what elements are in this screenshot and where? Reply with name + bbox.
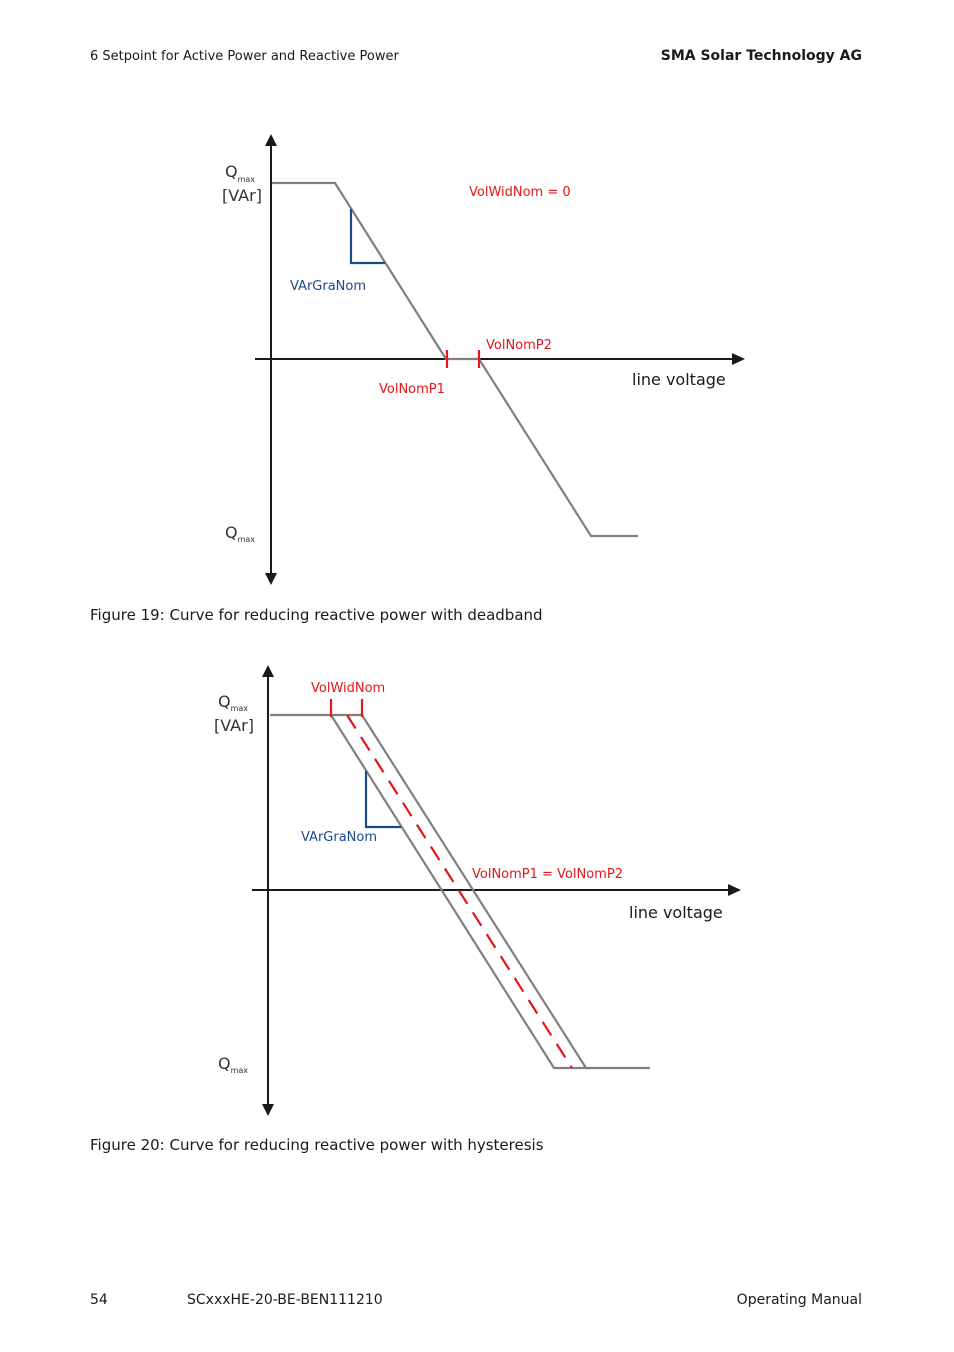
running-header-company: SMA Solar Technology AG [660,48,862,64]
fig19-qmax-bottom-label: $Q_{max}$ [225,523,256,544]
fig20-volwidnom-label: VolWidNom [311,681,386,696]
figure-19-caption: Figure 19: Curve for reducing reactive power with deadband [90,606,543,624]
fig19-volnomp1-label: VolNomP1 [379,382,445,397]
fig20-x-axis-arrow [728,884,741,896]
fig20-vargranom-label: VArGraNom [301,830,378,845]
fig19-volwidnom-label: VolWidNom = 0 [469,185,571,200]
running-header-section: 6 Setpoint for Active Power and Reactive Power [90,49,399,64]
fig19-qmax-top-label: $Q_{max}$ [225,162,256,184]
page-number: 54 [90,1292,108,1308]
fig19-volnomp2-label: VolNomP2 [486,338,552,353]
document-type: Operating Manual [736,1292,862,1308]
fig20-qmax-top-label: $Q_{max}$ [218,692,249,713]
document-id: SCxxxHE-20-BE-BEN111210 [187,1292,383,1308]
fig19-line-voltage-label: line voltage [632,370,726,389]
fig20-unit-label: [VAr] [214,716,254,735]
fig20-y-axis-arrow-up [262,665,274,677]
fig20-qmax-bottom-label: $Q_{max}$ [218,1054,249,1075]
fig20-center-dashed-line [347,715,572,1068]
fig19-unit-label: [VAr] [222,186,262,205]
fig20-volnom-equal-label: VolNomP1 = VolNomP2 [472,867,623,882]
fig20-y-axis-arrow-down [262,1104,274,1116]
fig19-vargranom-label: VArGraNom [290,279,367,294]
figure-20-caption: Figure 20: Curve for reducing reactive power with hysteresis [90,1136,544,1154]
fig20-line-voltage-label: line voltage [629,903,723,922]
